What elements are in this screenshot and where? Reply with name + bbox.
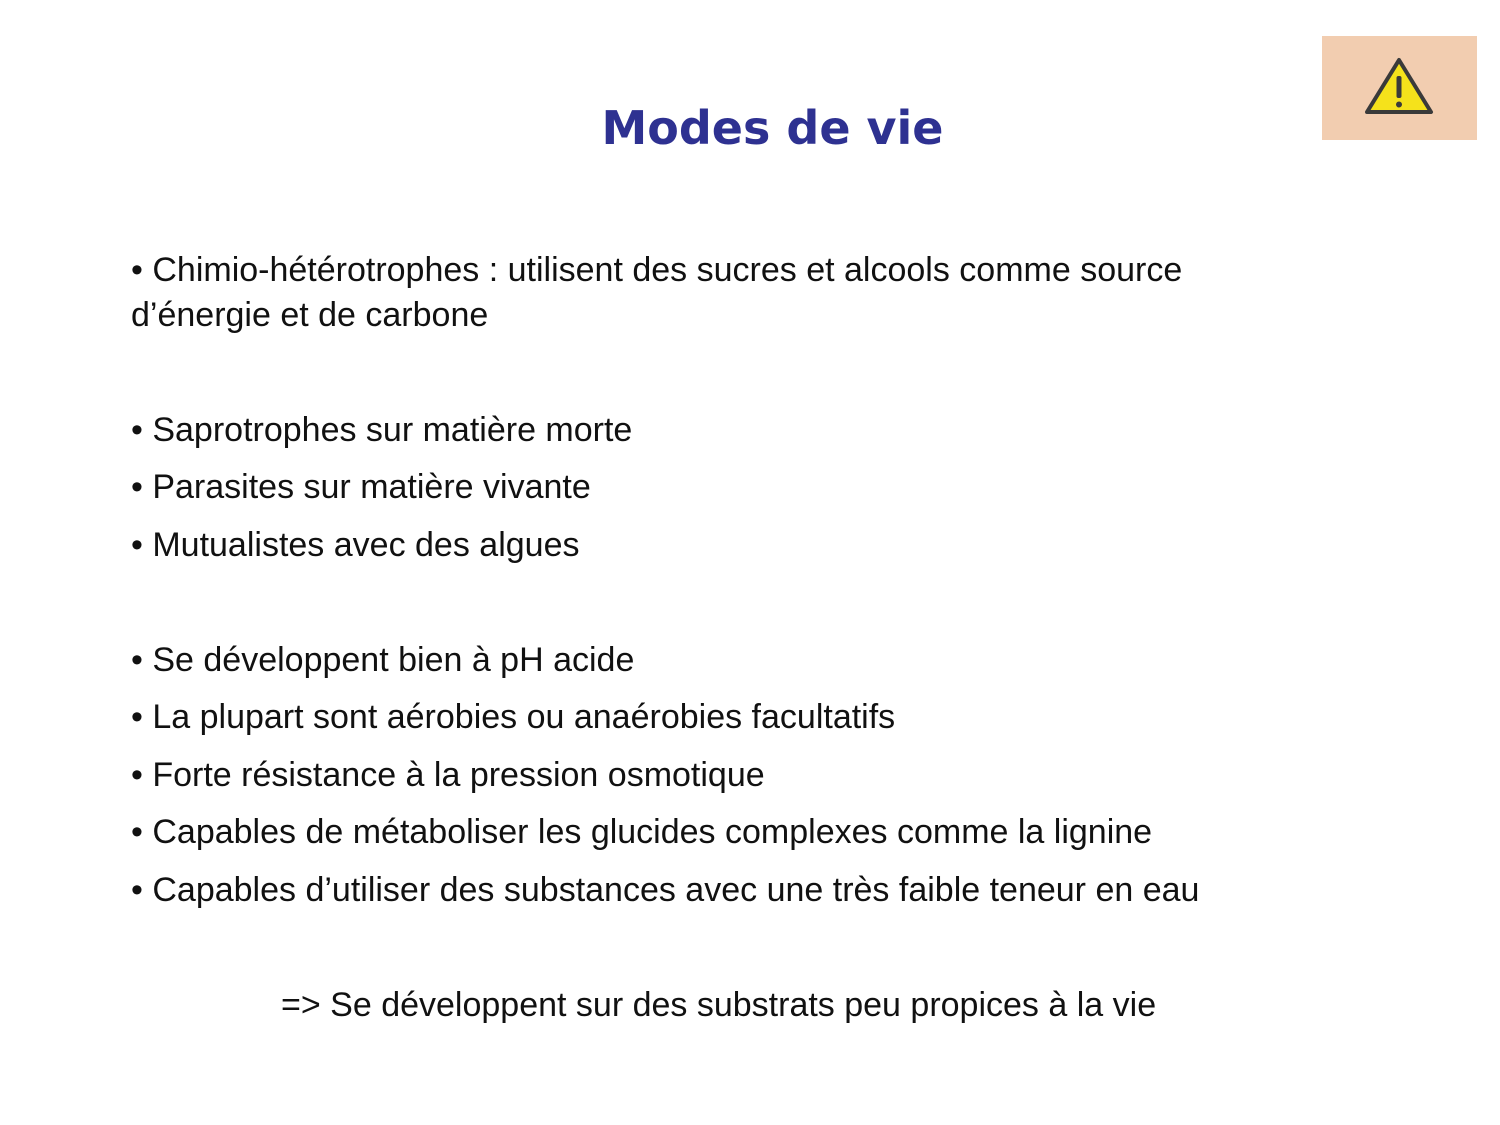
warning-triangle-icon bbox=[1364, 56, 1434, 116]
bullet-faible-teneur-eau: • Capables d’utiliser des substances avec une très faible teneur en eau bbox=[131, 871, 1200, 909]
slide-title: Modes de vie bbox=[601, 101, 944, 155]
bullet-parasites: • Parasites sur matière vivante bbox=[131, 468, 591, 506]
bullet-aerobies: • La plupart sont aérobies ou anaérobies facultatifs bbox=[131, 698, 896, 736]
warning-box bbox=[1322, 36, 1477, 140]
bullet-glucides-complexes: • Capables de métaboliser les glucides complexes comme la lignine bbox=[131, 813, 1153, 851]
bullet-mutualistes: • Mutualistes avec des algues bbox=[131, 526, 580, 564]
conclusion: => Se développent sur des substrats peu propices à la vie bbox=[281, 986, 1157, 1024]
bullet-chimio-line2: d’énergie et de carbone bbox=[131, 296, 489, 334]
bullet-ph-acide: • Se développent bien à pH acide bbox=[131, 641, 635, 679]
bullet-chimio-line1: • Chimio-hétérotrophes : utilisent des sucres et alcools comme source bbox=[131, 251, 1183, 289]
bullet-saprotrophes: • Saprotrophes sur matière morte bbox=[131, 411, 633, 449]
bullet-pression-osmotique: • Forte résistance à la pression osmotique bbox=[131, 756, 765, 794]
